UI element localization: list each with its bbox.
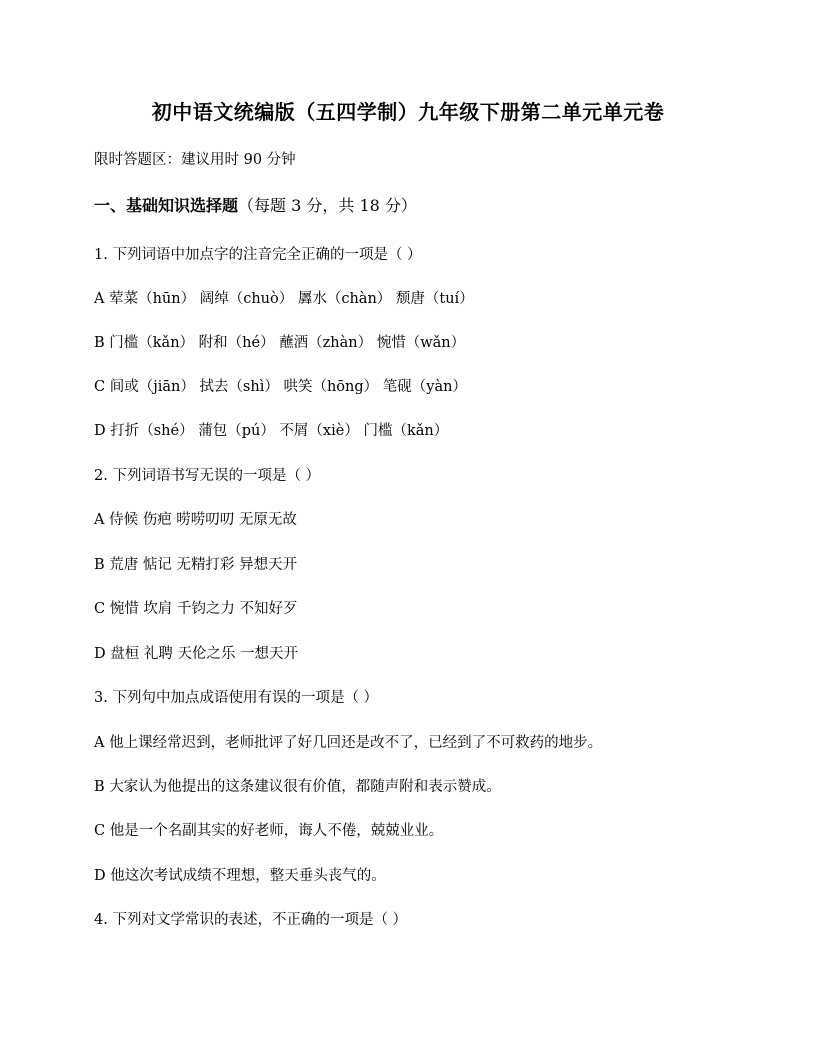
question-3-option-d: D 他这次考试成绩不理想，整天垂头丧气的。 <box>94 868 386 884</box>
question-3-option-a: A 他上课经常迟到，老师批评了好几回还是改不了，已经到了不可救药的地步。 <box>94 735 603 751</box>
question-1-option-c: C 间或（jiān） 拭去（shì） 哄笑（hōng） 笔砚（yàn） <box>94 379 467 395</box>
section-heading-title: 一、基础知识选择题 <box>94 196 239 215</box>
question-3-option-b: B 大家认为他提出的这条建议很有价值，都随声附和表示赞成。 <box>94 779 501 795</box>
question-2-option-c: C 惋惜 坎肩 千钧之力 不知好歹 <box>94 601 298 617</box>
question-2-option-b: B 荒唐 惦记 无精打彩 异想天开 <box>94 557 298 573</box>
question-1-option-d: D 打折（shé） 蒲包（pú） 不屑（xiè） 门槛（kǎn） <box>94 423 449 439</box>
page-title: 初中语文统编版（五四学制）九年级下册第二单元单元卷 <box>151 100 665 124</box>
question-stem-4: 4. 下列对文学常识的表述，不正确的一项是（ ） <box>94 912 408 928</box>
question-2-option-d: D 盘桓 礼聘 天伦之乐 一想天开 <box>94 646 299 662</box>
time-note: 限时答题区：建议用时 90 分钟 <box>94 152 296 168</box>
question-stem-2: 2. 下列词语书写无误的一项是（ ） <box>94 468 321 484</box>
section-heading-note: （每题 3 分，共 18 分） <box>238 196 417 215</box>
section-heading <box>94 196 417 216</box>
question-2-option-a: A 侍候 伤疤 唠唠叨叨 无原无故 <box>94 512 297 528</box>
question-1-option-b: B 门槛（kǎn） 附和（hé） 蘸酒（zhàn） 惋惜（wǎn） <box>94 335 466 351</box>
question-stem-3: 3. 下列句中加点成语使用有误的一项是（ ） <box>94 690 379 706</box>
question-stem-1: 1. 下列词语中加点字的注音完全正确的一项是（ ） <box>94 247 422 263</box>
question-1-option-a: A 荤菜（hūn） 阔绰（chuò） 羼水（chàn） 颓唐（tuí） <box>94 291 474 307</box>
question-3-option-c: C 他是一个名副其实的好老师，诲人不倦，兢兢业业。 <box>94 823 444 839</box>
